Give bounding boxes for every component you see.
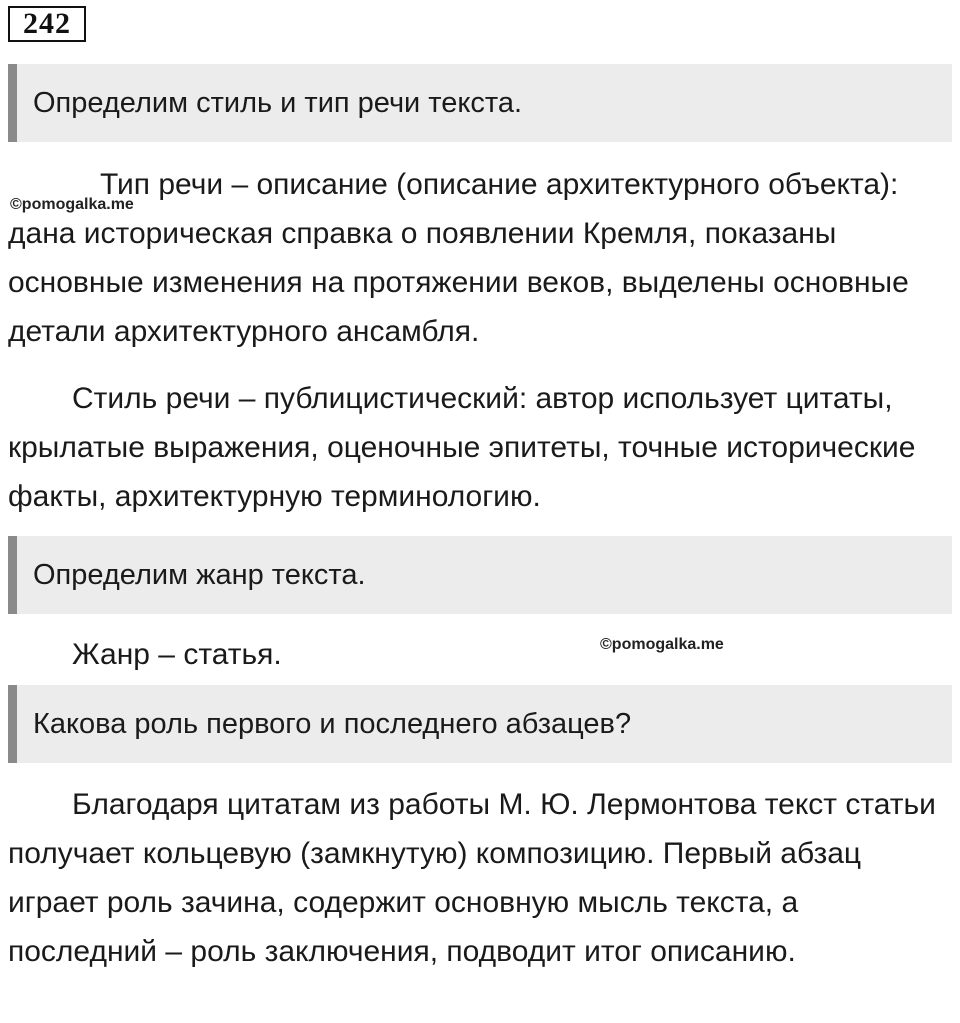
- paragraph-speech-type: Тип речи – описание (описание архитектурного объекта): дана историческая справка о появлении Кремля, показаны основные изменения на протяжении веков, выделены основные детали архитектурного ансамбля.: [8, 168, 909, 348]
- watermark: ©pomogalka.me: [10, 196, 134, 213]
- paragraph-genre: Жанр – статья.: [72, 638, 282, 671]
- question-paragraph-role: [8, 685, 952, 763]
- question-style-type: [8, 64, 952, 142]
- paragraph-composition: Благодаря цитатам из работы М. Ю. Лермонтова текст статьи получает кольцевую (замкнутую) композицию. Первый абзац играет роль зачина, содержит основную мысль текста, а последний – роль заключения, подводит итог описанию.: [8, 788, 936, 968]
- task-number: 242: [8, 6, 86, 42]
- question-genre: [8, 536, 952, 614]
- question-text: Определим стиль и тип речи текста.: [33, 86, 523, 119]
- watermark: ©pomogalka.me: [600, 636, 724, 653]
- paragraph-speech-style: Стиль речи – публицистический: автор использует цитаты, крылатые выражения, оценочные эпитеты, точные исторические факты, архитектурную терминологию.: [8, 382, 916, 513]
- question-text: Определим жанр текста.: [33, 558, 366, 591]
- question-text: Какова роль первого и последнего абзацев?: [33, 707, 632, 740]
